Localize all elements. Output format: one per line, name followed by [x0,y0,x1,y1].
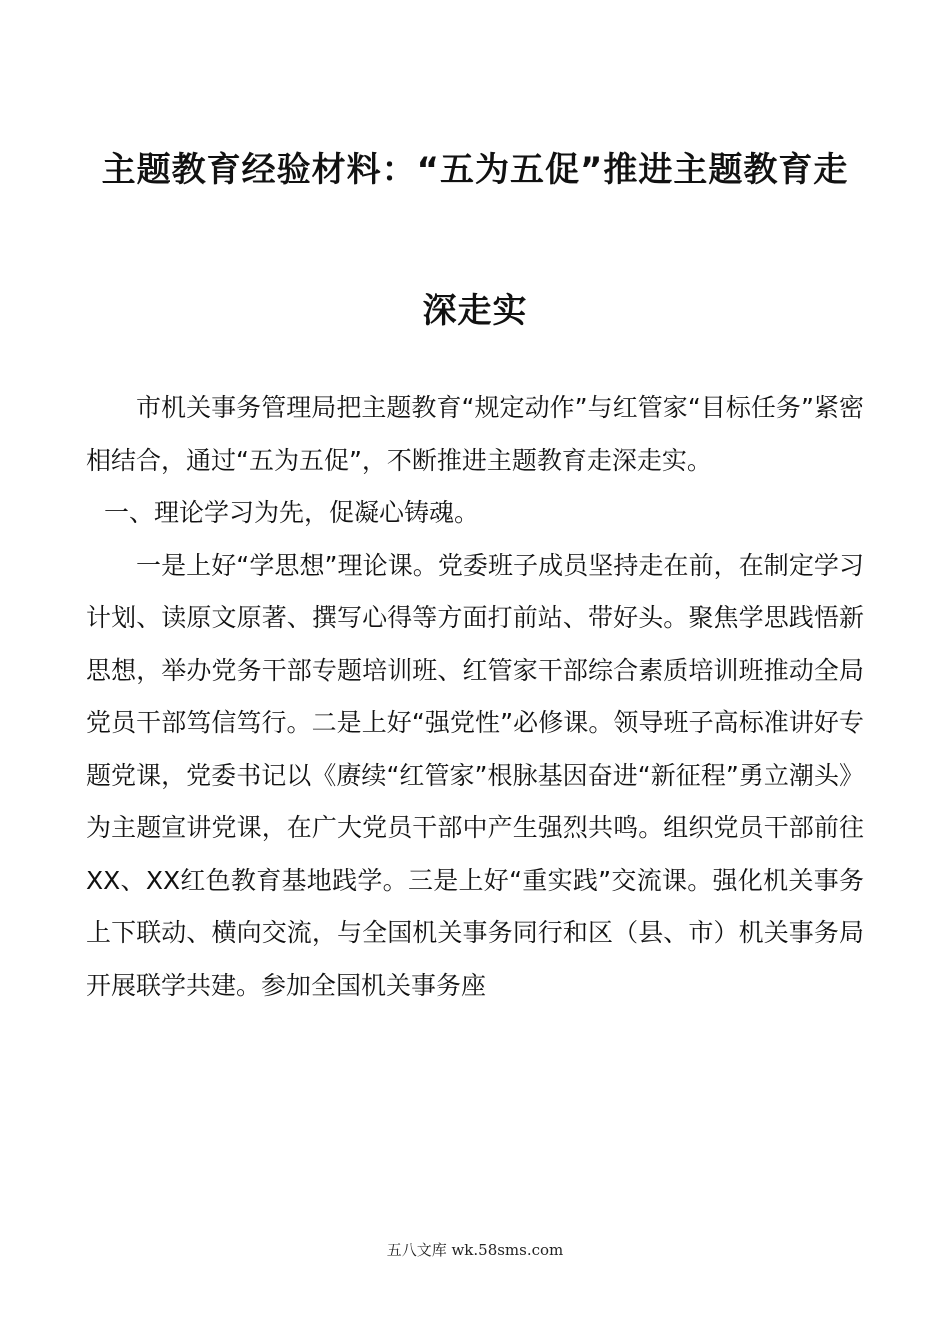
section-heading: 一、理论学习为先，促凝心铸魂。 [104,498,480,527]
document-title-line-2: 深走实 [422,291,528,331]
document-body [86,382,864,1012]
body-paragraph: 一是上好“学思想”理论课。党委班子成员坚持走在前，在制定学习计划、读原文原著、撰写心得等方面打前站、带好头。聚焦学思践悟新思想，举办党务干部专题培训班、红管家干部综合素质培训班推动全局党员干部笃信笃行。二是上好“强党性”必修课。领导班子高标准讲好专题党课，党委书记以《赓续“红管家”根脉基因奋进“新征程”勇立潮头》为主题宣讲党课，在广大党员干部中产生强烈共鸣。组织党员干部前往XX、XX红色教育基地践学。三是上好“重实践”交流课。强化机关事务上下联动、横向交流，与全国机关事务同行和区（县、市）机关事务局开展联学共建。参加全国机关事务座 [86,550,864,1000]
footer-watermark: 五八文库 wk.58sms.com [386,1241,564,1259]
document-title-line-1: 主题教育经验材料：“五为五促”推进主题教育走 [101,150,849,190]
intro-paragraph: 市机关事务管理局把主题教育“规定动作”与红管家“目标任务”紧密相结合，通过“五为五促”，不断推进主题教育走深走实。 [86,393,864,475]
